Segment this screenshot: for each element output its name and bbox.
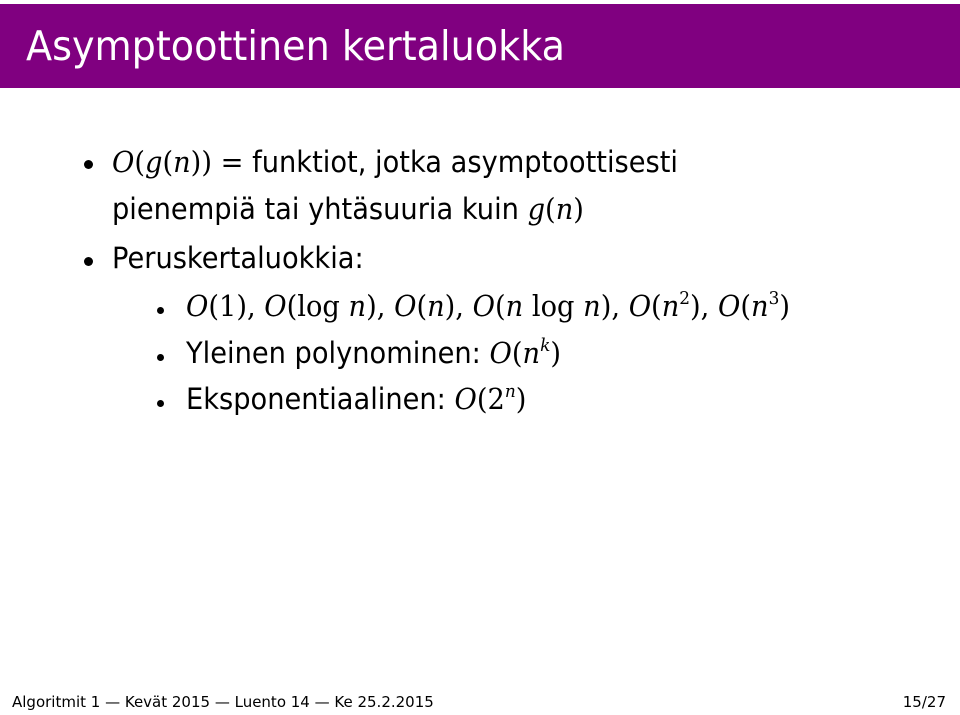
page-number: 15/27 <box>902 693 946 711</box>
bullet-item-1-line-2: pienempiä tai yhtäsuuria kuin g(n) <box>112 192 584 226</box>
math-O: O <box>112 145 135 179</box>
sub-bullet-icon <box>157 400 164 407</box>
sub-bullet-icon <box>157 354 164 361</box>
sub-bullet-icon <box>157 307 164 314</box>
bullet-item-1-line-1: O(g(n)) = funktiot, jotka asymptoottisesti <box>112 145 678 179</box>
bullet-icon <box>84 257 93 266</box>
bullet-item-2: Peruskertaluokkia: <box>112 241 364 275</box>
slide-title: Asymptoottinen kertaluokka <box>26 22 566 70</box>
bullet-icon <box>84 160 93 169</box>
sub-item-3: Eksponentiaalinen: O(2$^n$) <box>186 381 527 416</box>
slide-footer <box>0 690 960 715</box>
footer-course-info: Algoritmit 1 — Kevät 2015 — Luento 14 — Ke 25.2.2015 <box>12 693 434 711</box>
sub-item-2: Yleinen polynominen: $O(n^k)$ <box>186 335 562 370</box>
bullet-item-1-text: funktiot, jotka asymptoottisesti <box>252 145 678 179</box>
sub-item-1: O(1), O(log n), O(n), O(n log n), $O(n^2)$, $O(n^3)$ <box>186 288 790 323</box>
